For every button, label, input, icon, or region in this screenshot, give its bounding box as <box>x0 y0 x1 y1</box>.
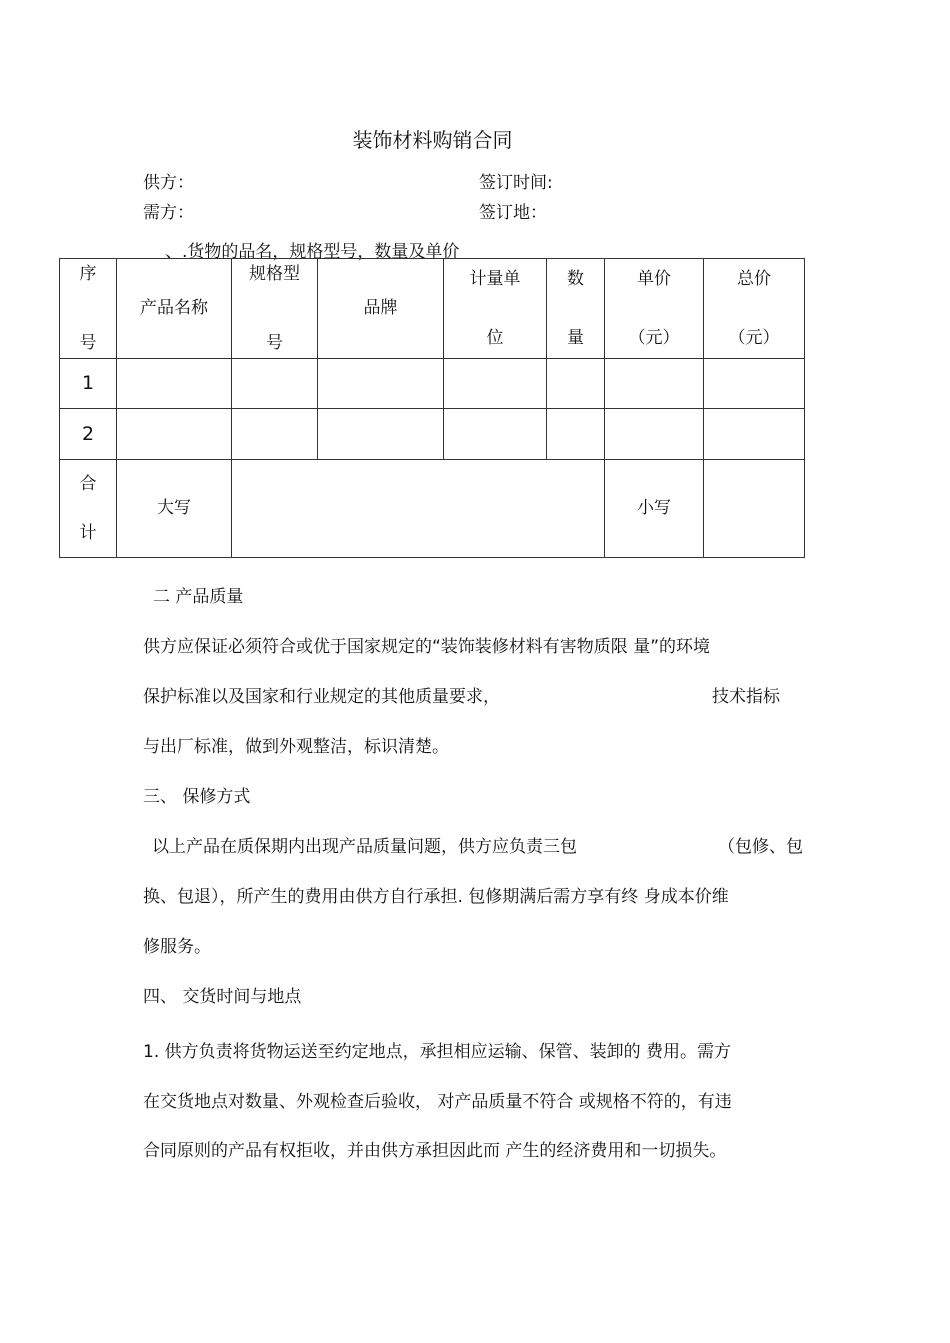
table-row <box>60 359 805 409</box>
section4-line: 合同原则的产品有权拒收，并由供方承担因此而 产生的经济费用和一切损失。 <box>143 1141 727 1161</box>
table-cell <box>318 409 444 460</box>
total-label: 合 计 <box>60 460 117 558</box>
row-seq: 1 <box>60 359 117 409</box>
section4-heading: 四、 交货时间与地点 <box>143 987 302 1007</box>
table-cell <box>704 409 805 460</box>
header-brand: 品牌 <box>318 259 444 359</box>
section3-line: 修服务。 <box>143 937 211 957</box>
header-unit: 计量单 位 <box>444 259 547 359</box>
header-total-price: 总价 （元） <box>704 259 805 359</box>
section3-line: 换、包退），所产生的费用由供方自行承担. 包修期满后需方享有终 身成本价维 <box>143 887 729 907</box>
table-cell <box>605 409 704 460</box>
header-spec: 规格型 号 <box>232 259 318 359</box>
supplier-label: 供方： <box>143 173 194 193</box>
table-cell <box>444 359 547 409</box>
table-cell <box>605 359 704 409</box>
section2-line: 技术指标 <box>712 687 780 707</box>
section3-line: （包修、包 <box>718 837 803 857</box>
header-product-name: 产品名称 <box>117 259 232 359</box>
table-cell <box>547 409 605 460</box>
sign-place-label: 签订地： <box>479 203 547 223</box>
table-cell <box>547 359 605 409</box>
header-unit-price: 单价 （元） <box>605 259 704 359</box>
table-header-row <box>60 259 805 359</box>
section4-line: 在交货地点对数量、外观检查后验收， 对产品质量不符合 或规格不符的，有违 <box>143 1092 732 1112</box>
table-cell <box>318 359 444 409</box>
table-cell <box>232 359 318 409</box>
table-cell <box>117 359 232 409</box>
section3-heading: 三、 保修方式 <box>143 787 251 807</box>
table-cell <box>444 409 547 460</box>
section4-line: 1. 供方负责将货物运送至约定地点，承担相应运输、保管、装卸的 费用。需方 <box>143 1042 732 1062</box>
section2-line: 保护标准以及国家和行业规定的其他质量要求， <box>143 687 500 707</box>
small-amount-label: 小写 <box>605 460 704 558</box>
header-qty: 数 量 <box>547 259 605 359</box>
capital-amount-label: 大写 <box>117 460 232 558</box>
section1-heading: 、.货物的品名，规格型号，数量及单价 <box>165 242 460 262</box>
table-cell <box>704 359 805 409</box>
section2-line: 与出厂标准，做到外观整洁，标识清楚。 <box>143 737 449 757</box>
header-seq: 序 号 <box>60 259 117 359</box>
row-seq: 2 <box>60 409 117 460</box>
section2-line: 供方应保证必须符合或优于国家规定的“装饰装修材料有害物质限 量”的环境 <box>143 637 711 657</box>
table-row <box>60 409 805 460</box>
goods-table <box>59 258 805 558</box>
total-row <box>60 460 805 558</box>
small-amount-value <box>704 460 805 558</box>
buyer-label: 需方： <box>143 203 194 223</box>
capital-amount-value <box>232 460 605 558</box>
section3-line: 以上产品在质保期内出现产品质量问题，供方应负责三包 <box>152 837 577 857</box>
table-cell <box>117 409 232 460</box>
document-title: 装饰材料购销合同 <box>352 128 513 152</box>
sign-time-label: 签订时间: <box>479 173 553 193</box>
section2-heading: 二 产品质量 <box>153 587 244 607</box>
table-cell <box>232 409 318 460</box>
